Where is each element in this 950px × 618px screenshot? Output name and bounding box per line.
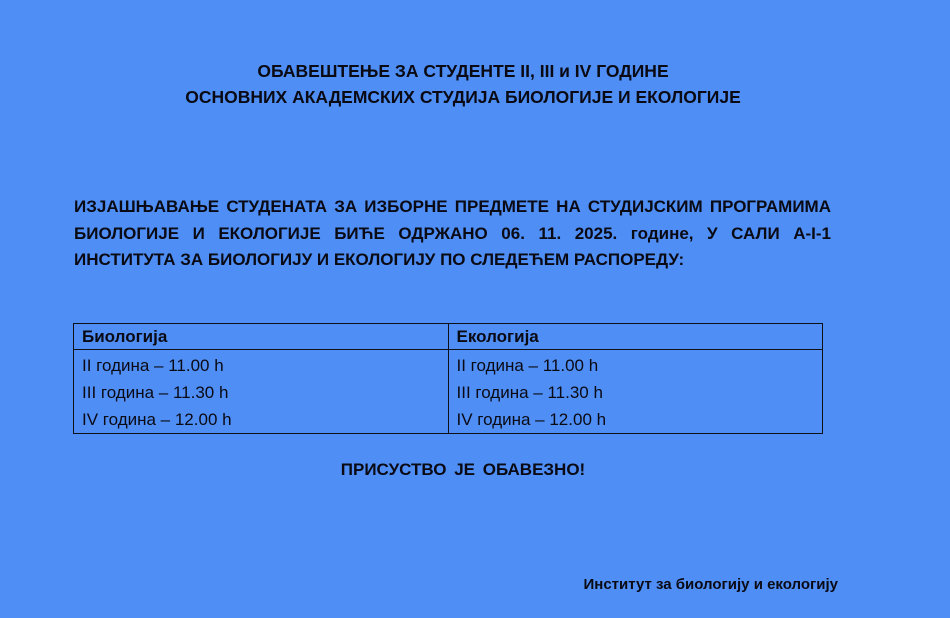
schedule-header-row [74,324,823,350]
announcement-title [0,58,926,110]
ecology-year-3-time: III година – 11.30 h [456,383,603,402]
ecology-year-2-time: II година – 11.00 h [456,356,599,375]
ecology-year-4-time: IV година – 12.00 h [456,410,607,429]
title-line-1: ОБАВЕШТЕЊЕ ЗА СТУДЕНТЕ II, III и IV ГОДИНЕ [257,61,669,81]
ecology-times [448,350,823,434]
biology-header: Биологија [74,324,449,350]
attendance-notice: ПРИСУСТВО ЈЕ ОБАВЕЗНО! [340,460,586,479]
biology-year-3-time: III година – 11.30 h [82,383,229,402]
biology-year-4-time: IV година – 12.00 h [82,410,232,429]
ecology-header: Екологија [448,324,823,350]
institute-signature: Институт за биологију и екологију [583,576,838,593]
biology-year-2-time: II година – 11.00 h [82,356,224,375]
biology-times [74,350,449,434]
schedule-table [73,323,823,434]
title-line-2: ОСНОВНИХ АКАДЕМСКИХ СТУДИЈА БИОЛОГИЈЕ И ЕКОЛОГИЈЕ [185,87,741,107]
schedule-body-row [74,350,823,434]
intro-paragraph: ИЗЈАШЊАВАЊЕ СТУДЕНАТА ЗА ИЗБОРНЕ ПРЕДМЕТЕ НА СТУДИЈСКИМ ПРОГРАМИМА БИОЛОГИЈЕ И ЕКОЛОГИЈЕ БИЋЕ ОДРЖАНО 06. 11. 2025. године, У САЛИ А-I-1 ИНСТИТУТА ЗА БИОЛОГИЈУ И ЕКОЛОГИЈУ ПО СЛЕДЕЋЕМ РАСПОРЕДУ: [74,197,831,269]
